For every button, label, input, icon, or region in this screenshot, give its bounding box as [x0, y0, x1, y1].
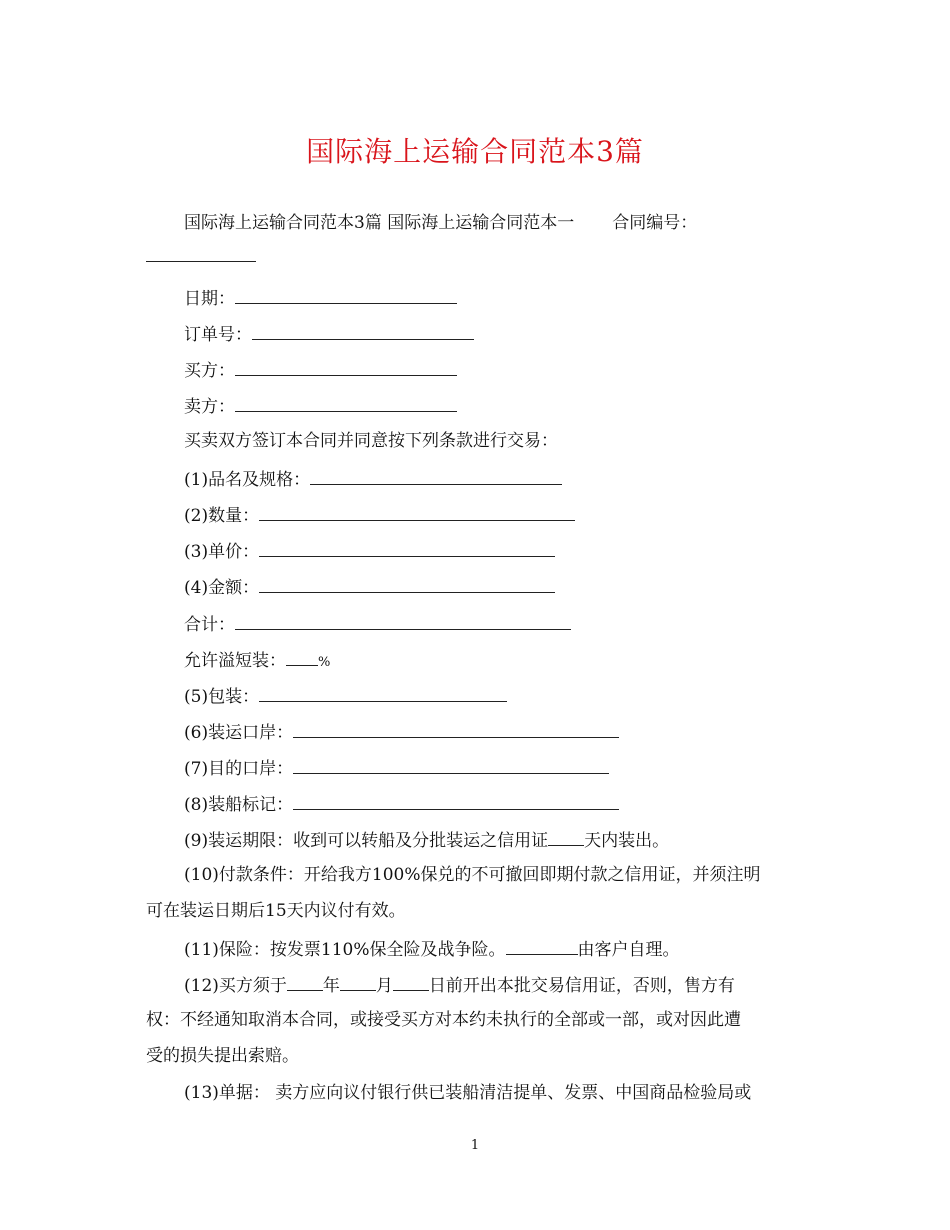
contract-no-label: 合同编号：: [612, 213, 698, 233]
item-11-text-b: 由客户自理。: [577, 940, 680, 960]
document-title: 国际海上运输合同范本3篇: [306, 135, 644, 168]
item-7-blank: [293, 756, 609, 774]
total-label: 合计：: [184, 615, 235, 635]
item-2-label: (2)数量：: [184, 506, 260, 526]
overflow-blank: [286, 648, 318, 666]
item-12-month: 月: [375, 976, 393, 996]
order-no-label: 订单号：: [184, 325, 252, 345]
item-12-month-blank: [340, 973, 376, 991]
item-6-blank: [293, 720, 619, 738]
intro-text: 国际海上运输合同范本3篇 国际海上运输合同范本一: [184, 213, 575, 233]
page-number: 1: [470, 1138, 480, 1153]
item-4: [184, 575, 555, 599]
item-8-label: (8)装船标记：: [184, 795, 294, 815]
agreement-text: 买卖双方签订本合同并同意按下列条款进行交易：: [184, 431, 558, 451]
buyer-field: [184, 358, 457, 382]
item-8-blank: [293, 792, 619, 810]
item-2: [184, 503, 575, 527]
seller-label: 卖方：: [184, 397, 235, 417]
buyer-blank: [235, 358, 457, 376]
item-4-blank: [259, 575, 555, 593]
item-7-label: (7)目的口岸：: [184, 759, 294, 779]
total-blank: [235, 612, 571, 630]
item-12-line2: 权：不经通知取消本合同，或接受买方对本约未执行的全部或一部，或对因此遭: [146, 1010, 741, 1030]
item-9: [184, 828, 669, 852]
item-1-label: (1)品名及规格：: [184, 470, 311, 490]
item-2-blank: [259, 503, 575, 521]
item-8: [184, 792, 619, 816]
item-10-line2: 可在装运日期后15天内议付有效。: [146, 901, 406, 921]
intro-line: [184, 212, 697, 234]
item-9-text-b: 天内装出。: [584, 831, 670, 851]
item-3: [184, 539, 555, 563]
contract-no-blank: [146, 244, 256, 262]
item-12-year: 年: [322, 976, 340, 996]
overflow-field: [184, 648, 330, 674]
date-label: 日期：: [184, 289, 235, 309]
item-6-label: (6)装运口岸：: [184, 723, 294, 743]
item-3-label: (3)单价：: [184, 542, 260, 562]
order-no-blank: [252, 322, 474, 340]
item-7: [184, 756, 609, 780]
overflow-unit: %: [318, 655, 331, 670]
item-9-text-a: (9)装运期限：收到可以转船及分批装运之信用证: [184, 831, 549, 851]
order-no-field: [184, 322, 474, 346]
item-12-text-a: (12)买方须于: [184, 976, 287, 996]
item-4-label: (4)金额：: [184, 578, 260, 598]
item-3-blank: [259, 539, 555, 557]
item-12-day-blank: [393, 973, 429, 991]
contract-no-blank-line: [146, 244, 256, 268]
item-6: [184, 720, 619, 744]
seller-field: [184, 394, 457, 418]
date-field: [184, 286, 457, 310]
item-1-blank: [310, 467, 562, 485]
item-12-line3: 受的损失提出索赔。: [146, 1046, 299, 1066]
item-13: (13)单据： 卖方应向议付银行供已装船清洁提单、发票、中国商品检验局或: [184, 1083, 752, 1103]
total-field: [184, 612, 571, 636]
item-11: [184, 937, 680, 961]
item-11-text-a: (11)保险：按发票110%保全险及战争险。: [184, 940, 506, 960]
item-10-line1: (10)付款条件：开给我方100%保兑的不可撤回即期付款之信用证，并须注明: [184, 865, 761, 885]
seller-blank: [235, 394, 457, 412]
date-blank: [235, 286, 457, 304]
item-9-blank: [548, 828, 584, 846]
item-5-blank: [259, 684, 507, 702]
item-5: [184, 684, 507, 708]
overflow-label: 允许溢短装：: [184, 651, 286, 671]
item-12-line1: [184, 973, 735, 997]
item-1: [184, 467, 562, 491]
buyer-label: 买方：: [184, 361, 235, 381]
item-11-blank: [506, 937, 578, 955]
item-12-text-b: 日前开出本批交易信用证，否则，售方有: [428, 976, 735, 996]
item-5-label: (5)包装：: [184, 687, 260, 707]
item-12-year-blank: [287, 973, 323, 991]
